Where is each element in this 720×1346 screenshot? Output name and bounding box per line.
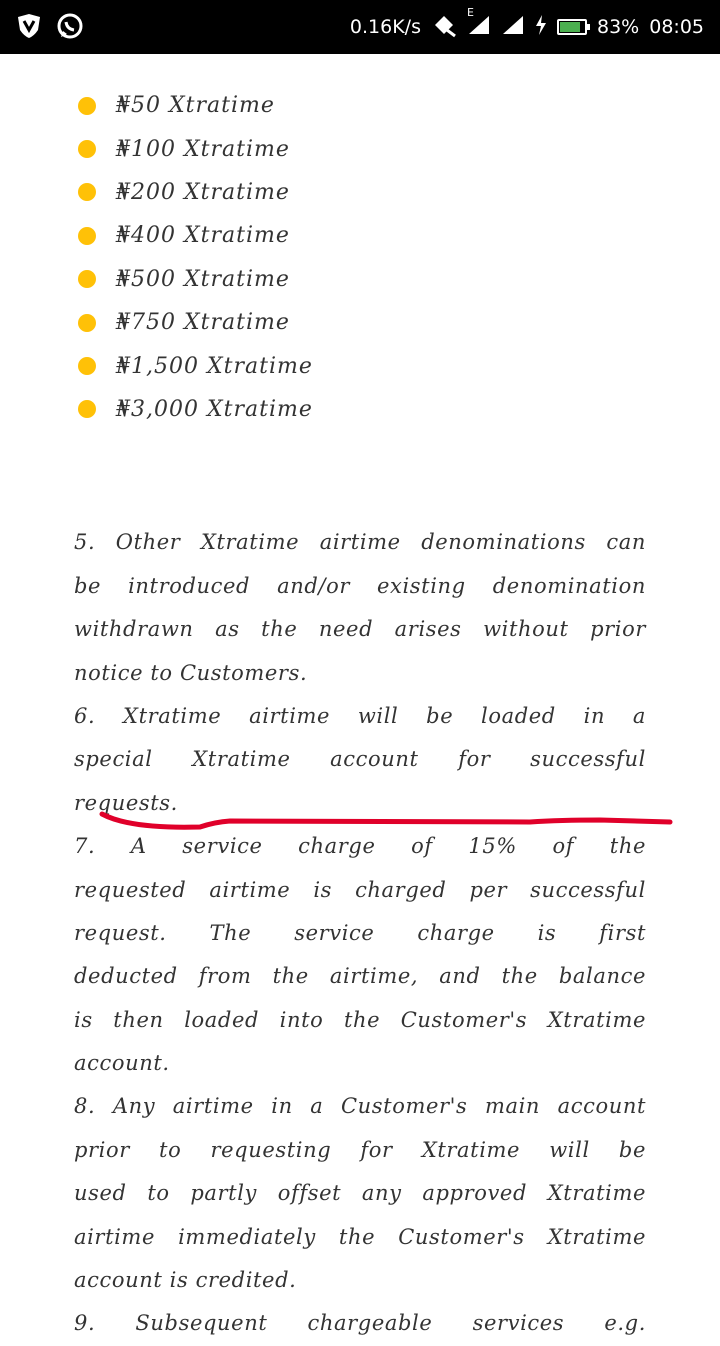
list-item: ₦3,000 Xtratime <box>78 388 313 431</box>
battery-percent: 83% <box>597 16 640 38</box>
network-type: E <box>467 5 474 19</box>
bullet-icon <box>78 270 96 288</box>
whatsapp-icon <box>56 12 84 44</box>
list-item: ₦500 Xtratime <box>78 258 313 301</box>
document-content[interactable] <box>0 54 720 1336</box>
list-item: ₦50 Xtratime <box>78 84 313 127</box>
bullet-icon <box>78 227 96 245</box>
signal-icon-2 <box>501 14 525 41</box>
text-line: airtime immediately the Customer's Xtratime <box>74 1224 646 1249</box>
text-line: used to partly offset any approved Xtratime <box>74 1181 646 1206</box>
bullet-icon <box>78 140 96 158</box>
text-line: deducted from the airtime, and the balance <box>74 964 646 989</box>
text-line: account. <box>74 1051 170 1076</box>
text-line: 5. Other Xtratime airtime denominations can <box>74 530 646 555</box>
list-item: ₦400 Xtratime <box>78 214 313 257</box>
text-line: be introduced and/or existing denomination <box>74 573 646 598</box>
data-transfer-icon <box>431 12 457 43</box>
bullet-icon <box>78 183 96 201</box>
text-line: withdrawn as the need arises without prior <box>74 617 646 642</box>
text-line: special Xtratime account for successful <box>74 747 646 772</box>
network-speed: 0.16K/s <box>349 16 421 38</box>
text-line: request. The service charge is first <box>74 920 646 945</box>
text-line: account is credited. <box>74 1268 297 1293</box>
list-item: ₦100 Xtratime <box>78 127 313 170</box>
bullet-icon <box>78 97 96 115</box>
denomination-list <box>78 84 313 431</box>
text-line: prior to requesting for Xtratime will be <box>74 1137 646 1162</box>
text-line: 6. Xtratime airtime will be loaded in a <box>74 703 646 728</box>
text-line: 7. A service charge of 15% of the <box>74 834 646 859</box>
battery-level <box>560 22 580 32</box>
list-item: ₦1,500 Xtratime <box>78 344 313 387</box>
charging-icon <box>535 15 547 40</box>
text-line: is then loaded into the Customer's Xtratime <box>74 1007 646 1032</box>
status-bar <box>0 0 720 54</box>
clock: 08:05 <box>649 16 704 38</box>
shield-icon <box>16 12 42 44</box>
bullet-icon <box>78 400 96 418</box>
list-item: ₦750 Xtratime <box>78 301 313 344</box>
text-line: 8. Any airtime in a Customer's main account <box>74 1094 646 1119</box>
text-line <box>74 478 646 521</box>
signal-icon <box>467 5 491 41</box>
text-line: notice to Customers. <box>74 660 308 685</box>
text-line: 9. Subsequent chargeable services e.g. <box>74 1311 646 1336</box>
battery-icon <box>557 19 587 35</box>
list-item: ₦200 Xtratime <box>78 171 313 214</box>
bullet-icon <box>78 314 96 332</box>
bullet-icon <box>78 357 96 375</box>
text-line: requested airtime is charged per successful <box>74 877 646 902</box>
terms-text <box>74 478 646 1346</box>
text-line: requests. <box>74 790 178 815</box>
